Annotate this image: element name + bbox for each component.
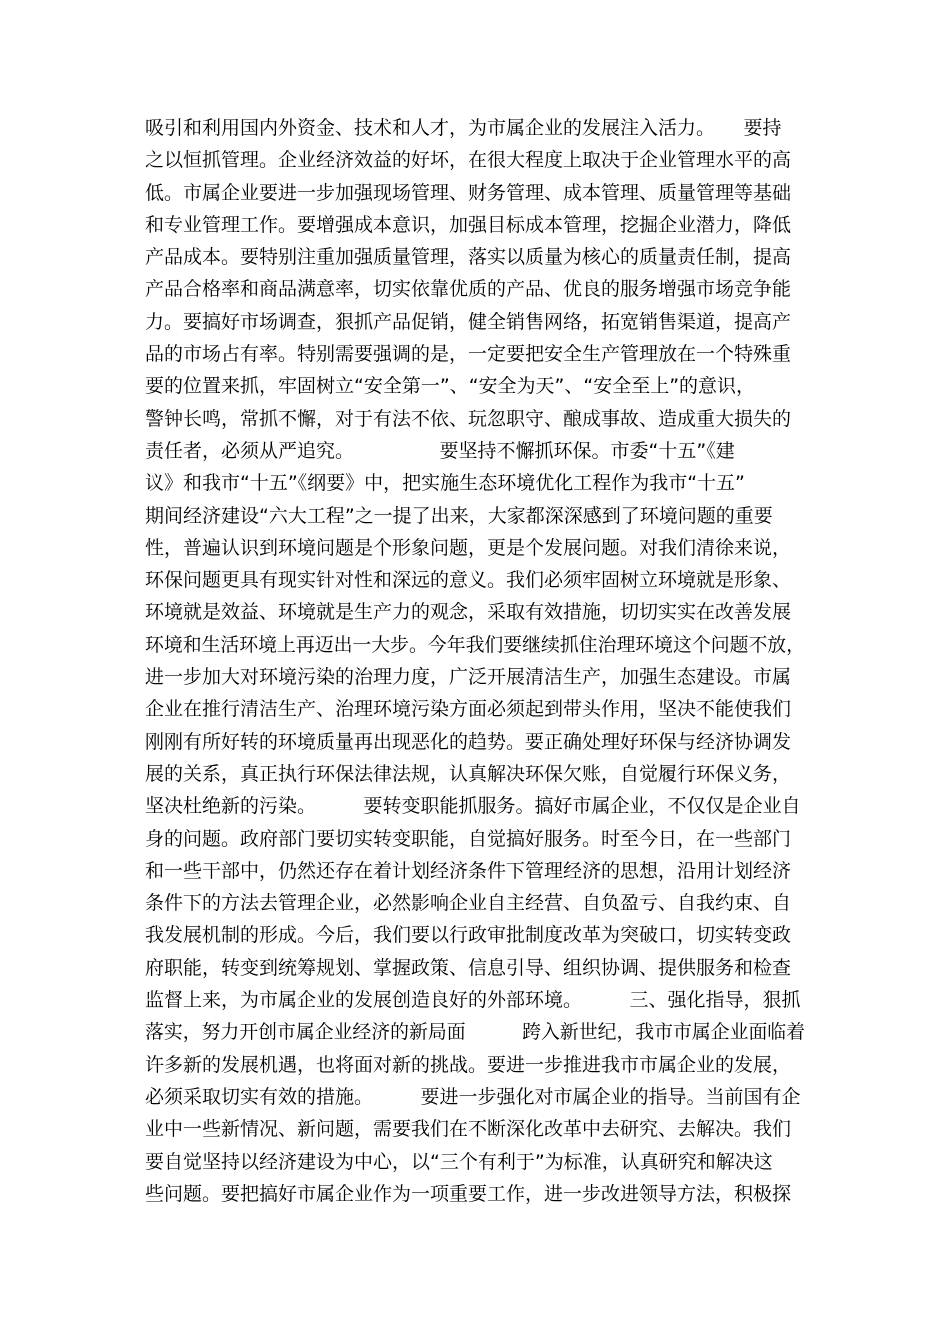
text-line: 身的问题。政府部门要切实转变职能，自觉搞好服务。时至今日，在一些部门 [145, 827, 792, 850]
text-line: 些问题。要把搞好市属企业作为一项重要工作，进一步改进领导方法，积极探 [145, 1182, 792, 1205]
text-line: 进一步加大对环境污染的治理力度，广泛开展清洁生产，加强生态建设。市属 [145, 666, 792, 689]
text-line: 力。要搞好市场调查，狠抓产品促销，健全销售网络，拓宽销售渠道，提高产 [145, 310, 792, 333]
text-line: 之以恒抓管理。企业经济效益的好坏，在很大程度上取决于企业管理水平的高 [145, 149, 792, 172]
text-line: 吸引和利用国内外资金、技术和人才，为市属企业的发展注入活力。 要持 [145, 117, 782, 139]
text-line: 和专业管理工作。要增强成本意识，加强目标成本管理，挖掘企业潜力，降低 [145, 213, 792, 236]
text-line: 企业在推行清洁生产、治理环境污染方面必须起到带头作用，坚决不能使我们 [145, 698, 792, 721]
text-line: 条件下的方法去管理企业，必然影响企业自主经营、自负盈亏、自我约束、自 [145, 892, 792, 915]
text-line: 业中一些新情况、新问题，需要我们在不断深化改革中去研究、去解决。我们 [145, 1118, 792, 1141]
text-line: 必须采取切实有效的措施。 要进一步强化对市属企业的指导。当前国有企 [145, 1085, 801, 1108]
text-line: 展的关系，真正执行环保法律法规，认真解决环保欠账，自觉履行环保义务， [145, 762, 792, 785]
text-line: 责任者，必须从严追究。 要坚持不懈抓环保。市委“十五”《建 [145, 439, 735, 462]
text-line: 要的位置来抓，牢固树立“安全第一”、“安全为天”、“安全至上”的意识， [145, 375, 756, 398]
text-line: 警钟长鸣，常抓不懈，对于有法不依、玩忽职守、酿成事故、造成重大损失的 [145, 407, 792, 430]
text-line: 要自觉坚持以经济建设为中心，以“三个有利于”为标准，认真研究和解决这 [145, 1150, 773, 1173]
text-line: 府职能，转变到统筹规划、掌握政策、信息引导、组织协调、提供服务和检查 [145, 956, 792, 979]
text-line: 监督上来，为市属企业的发展创造良好的外部环境。 三、强化指导，狠抓 [145, 989, 801, 1012]
text-line: 我发展机制的形成。今后，我们要以行政审批制度改革为突破口，切实转变政 [145, 924, 792, 947]
text-line: 环境和生活环境上再迈出一大步。今年我们要继续抓住治理环境这个问题不放， [145, 633, 806, 656]
text-line: 环境就是效益、环境就是生产力的观念，采取有效措施，切切实实在改善发展 [145, 601, 792, 624]
text-line: 许多新的发展机遇，也将面对新的挑战。要进一步推进我市市属企业的发展， [145, 1053, 792, 1076]
text-line: 低。市属企业要进一步加强现场管理、财务管理、成本管理、质量管理等基础 [145, 181, 792, 204]
text-line: 落实，努力开创市属企业经济的新局面 跨入新世纪，我市市属企业面临着 [145, 1021, 806, 1044]
body-text [145, 112, 805, 1210]
text-line: 环保问题更具有现实针对性和深远的意义。我们必须牢固树立环境就是形象、 [145, 569, 792, 592]
text-line: 产品成本。要特别注重加强质量管理，落实以质量为核心的质量责任制，提高 [145, 246, 792, 269]
text-line: 坚决杜绝新的污染。 要转变职能抓服务。搞好市属企业，不仅仅是企业自 [145, 795, 801, 818]
text-line: 议》和我市“十五”《纲要》中，把实施生态环境优化工程作为我市“十五” [145, 472, 745, 495]
text-line: 性，普遍认识到环境问题是个形象问题，更是个发展问题。对我们清徐来说， [145, 536, 792, 559]
text-line: 和一些干部中，仍然还存在着计划经济条件下管理经济的思想，沿用计划经济 [145, 859, 792, 882]
text-line: 期间经济建设“六大工程”之一提了出来，大家都深深感到了环境问题的重要 [145, 504, 773, 527]
text-line: 产品合格率和商品满意率，切实依靠优质的产品、优良的服务增强市场竞争能 [145, 278, 792, 301]
text-line: 品的市场占有率。特别需要强调的是，一定要把安全生产管理放在一个特殊重 [145, 343, 792, 366]
text-line: 刚刚有所好转的环境质量再出现恶化的趋势。要正确处理好环保与经济协调发 [145, 730, 792, 753]
